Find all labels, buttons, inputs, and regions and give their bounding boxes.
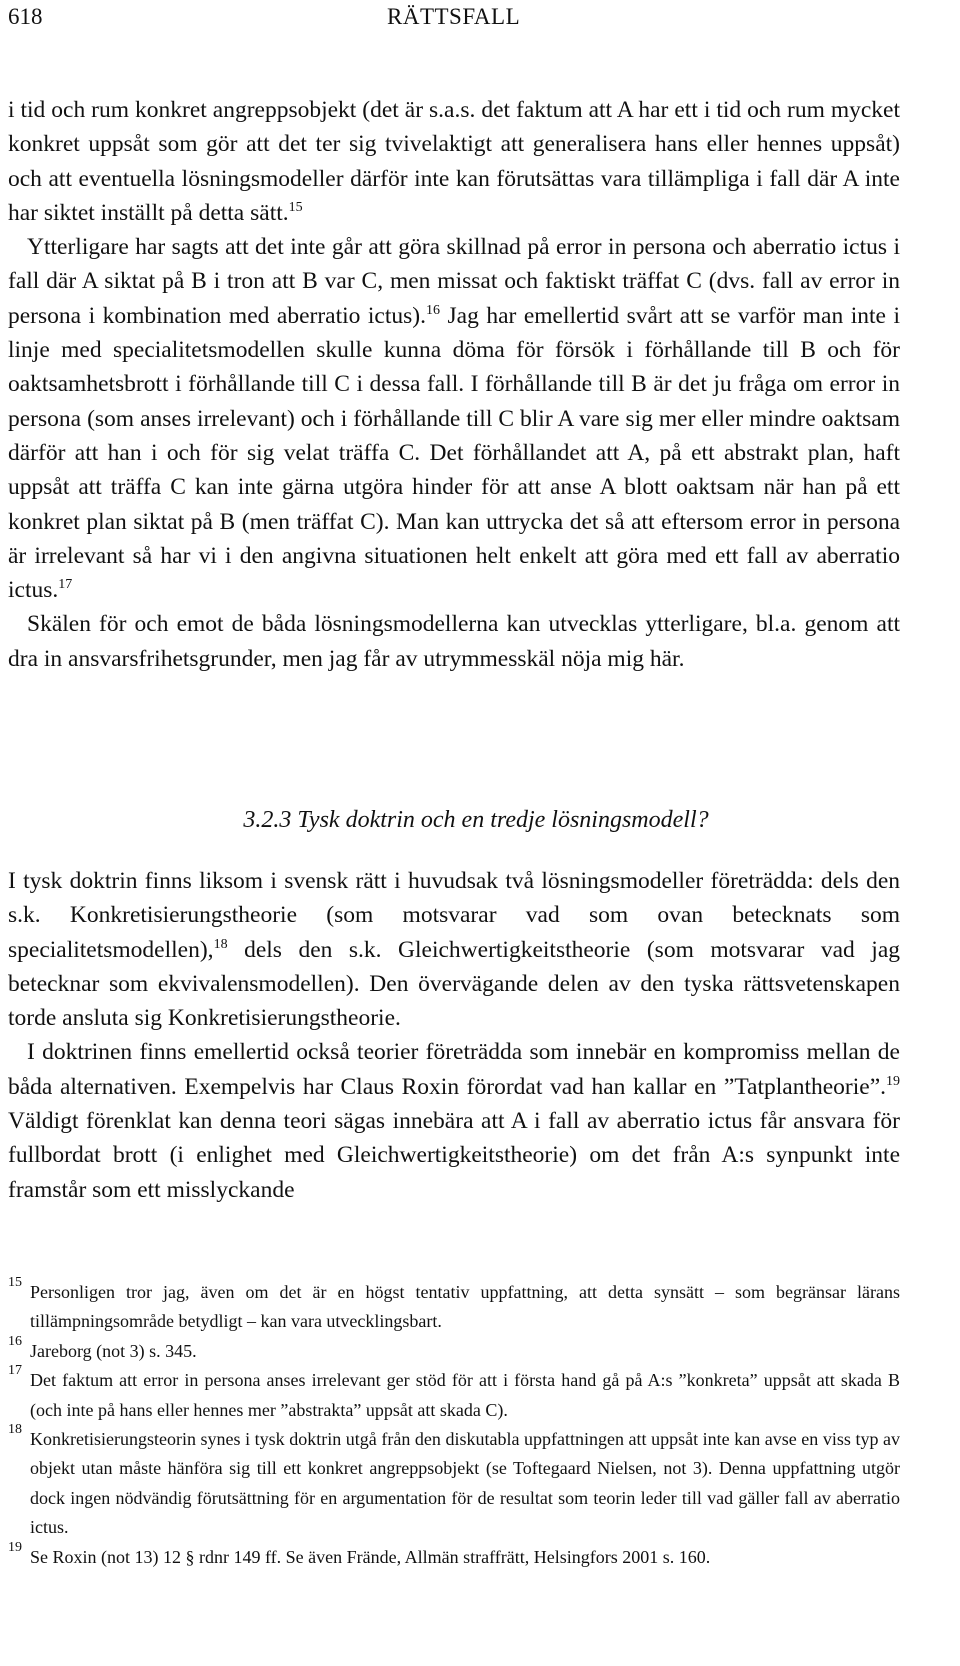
paragraph-2 [8,230,900,607]
paragraph-4-text-b: dels den s.k. Gleichwertigkeitstheorie (som motsvarar vad jag betecknar som ekvivalensmodellen). Den övervägande delen av den tyska rättsvetenskapen torde ansluta sig Konkretisierungstheorie. [8,936,900,1032]
section-heading [0,803,960,837]
footnote-number: 17 [8,1363,22,1379]
paragraph-4-text-a: I tysk doktrin finns liksom i svensk rätt i huvudsak två lösningsmodeller företrädda: dels den s.k. Konkretisierungstheorie (som motsvarar vad som ovan betecknats som specialitetsmodellen), [8,868,900,963]
footnote-text: Se Roxin (not 13) 12 § rdnr 149 ff. Se även Frände, Allmän straffrätt, Helsingfors 2001 s. 160. [30,1546,711,1567]
section-heading-text: 3.2.3 Tysk doktrin och en tredje lösningsmodell? [243,807,709,833]
footnote-number: 16 [8,1333,22,1349]
footnote-ref-17[interactable]: 17 [58,577,73,593]
footnote-15 [8,1275,900,1337]
page-number: 618 [8,4,43,29]
paragraph-5-text-a: I doktrinen finns emellertid också teorier företrädda som innebär en kompromiss mellan de båda alternativen. Exempelvis har Claus Roxin förordat vad han kallar en ”Tatplantheorie”. [8,1039,900,1100]
footnote-ref-15[interactable]: 15 [288,200,303,216]
running-head [8,2,952,32]
footnote-number: 18 [8,1422,22,1438]
footnote-text: Personligen tror jag, även om det är en högst tentativ uppfattning, att detta synsätt – som begränsar lärans tillämpningsområde betydligt – kan vara utvecklingsbart. [30,1282,900,1332]
footnote-number: 19 [8,1539,22,1555]
footnote-18 [8,1422,900,1543]
footnote-17 [8,1363,900,1425]
paragraph-2-text-a: Ytterligare har sagts att det inte går att göra skillnad på error in persona och aberratio ictus i fall där A siktat på B i tron att B var C, men missat och faktiskt träffat C (dvs. fall av error in persona i kombination med aberratio ictus). [8,234,900,329]
running-title: RÄTTSFALL [387,4,521,29]
paragraph-4 [8,864,900,1035]
footnotes [8,1275,900,1572]
footnote-ref-16[interactable]: 16 [425,302,440,318]
footnote-19 [8,1539,900,1572]
paragraph-3: Skälen för och emot de båda lösningsmodellerna kan utvecklas ytterligare, bl.a. genom att dra in ansvarsfrihetsgrunder, men jag får av utrymmesskäl nöja mig här. [8,611,900,672]
body-text-lower [8,864,900,1207]
footnote-ref-18[interactable]: 18 [213,936,228,952]
footnote-text: Det faktum att error in persona anses irrelevant ger stöd för att i första hand gå på A:s ”konkreta” uppsåt att skada B (och inte på hans eller hennes mer ”abstrakta” uppsåt att skada C). [30,1370,900,1420]
footnote-text: Jareborg (not 3) s. 345. [30,1340,197,1361]
paragraph-1 [8,93,900,230]
body-text-upper [8,93,900,676]
footnote-16 [8,1333,900,1366]
footnote-text: Konkretisierungsteorin synes i tysk doktrin utgå från den diskutabla uppfattningen att uppsåt inte kan avse en viss typ av objekt utan måste hänföra sig till ett konkret angreppsobjekt (se Toftegaard Nielsen, not 3). Denna uppfattning utgör dock ingen nödvändig förutsättning för en argumentation för de resultat som teorin leder till vad gäller fall av aberratio ictus. [30,1429,900,1538]
paragraph-1-text: i tid och rum konkret angreppsobjekt (det är s.a.s. det faktum att A har ett i tid och rum mycket konkret uppsåt som gör att det ter sig tvivelaktigt att generalisera hans eller hennes uppsåt) och att eventuella lösningsmodeller därför inte kan förutsättas vara tillämpliga i fall där A inte har siktet inställt på detta sätt. [8,97,900,226]
footnote-ref-19[interactable]: 19 [886,1073,900,1089]
paragraph-5 [8,1035,900,1206]
footnote-number: 15 [8,1275,22,1290]
paragraph-5-text-b: Väldigt förenklat kan denna teori sägas innebära att A i fall av aberratio ictus får ansvara för fullbordat brott (i enlighet med Gleichwertigkeitstheorie) om det från A:s synpunkt inte framstår som ett misslyckande [8,1108,900,1203]
paragraph-2-text-b: Jag har emellertid svårt att se varför man inte i linje med specialitetsmodellen skulle kunna döma för försök i förhållande till B och för oaktsamhetsbrott i förhållande till C i dessa fall. I förhållande till B är det ju fråga om error in persona (som anses irrelevant) och i förhållande till C blir A vare sig mer eller mindre oaktsam därför att han i och för sig velat träffa C. Det förhållandet att A, på ett abstrakt plan, haft uppsåt att träffa C kan inte gärna utgöra hinder för att anse A blott oaktsam när han på ett konkret plan siktat på B (men träffat C). Man kan uttrycka det så att eftersom error in persona är irrelevant så har vi i den angivna situationen helt enkelt att göra med ett fall av aberratio ictus. [8,302,900,604]
